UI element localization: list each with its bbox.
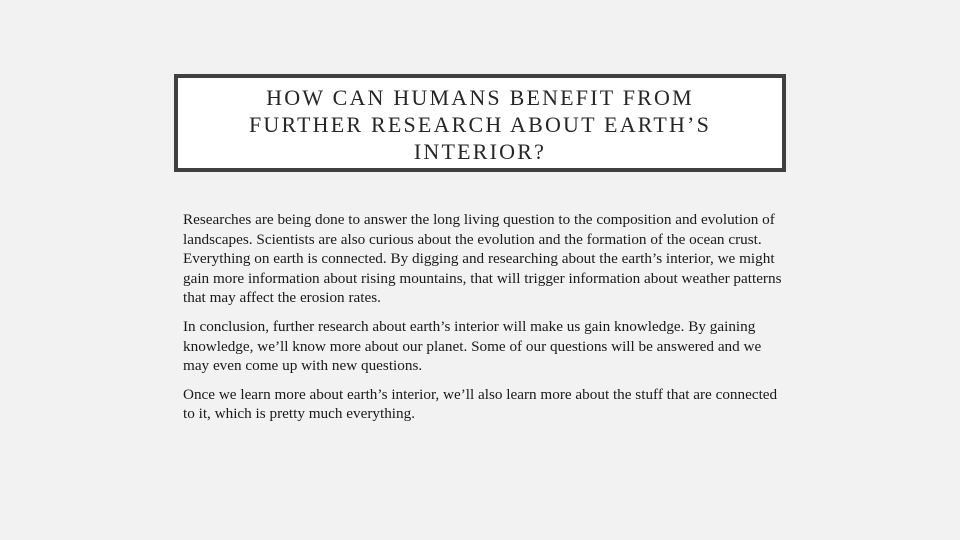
slide-title: HOW CAN HUMANS BENEFIT FROM FURTHER RESEARCH ABOUT EARTH’S INTERIOR? <box>248 84 712 164</box>
body-paragraph-1: Researches are being done to answer the long living question to the composition and evolution of landscapes. Scientists are also curious about the evolution and the formation of the ocean crust. Everything on earth is connected. By digging and researching about the earth’s interior, we might gain more information about rising mountains, that will trigger information about weather patterns that may affect the erosion rates. <box>183 211 782 307</box>
body-paragraph-3: Once we learn more about earth’s interior, we’ll also learn more about the stuff that are connected to it, which is pretty much everything. <box>183 385 778 423</box>
body-paragraph-2: In conclusion, further research about earth’s interior will make us gain knowledge. By gaining knowledge, we’ll know more about our planet. Some of our questions will be answered and we may even come up with new questions. <box>183 317 762 375</box>
slide-body <box>183 210 783 433</box>
title-box <box>174 74 786 172</box>
